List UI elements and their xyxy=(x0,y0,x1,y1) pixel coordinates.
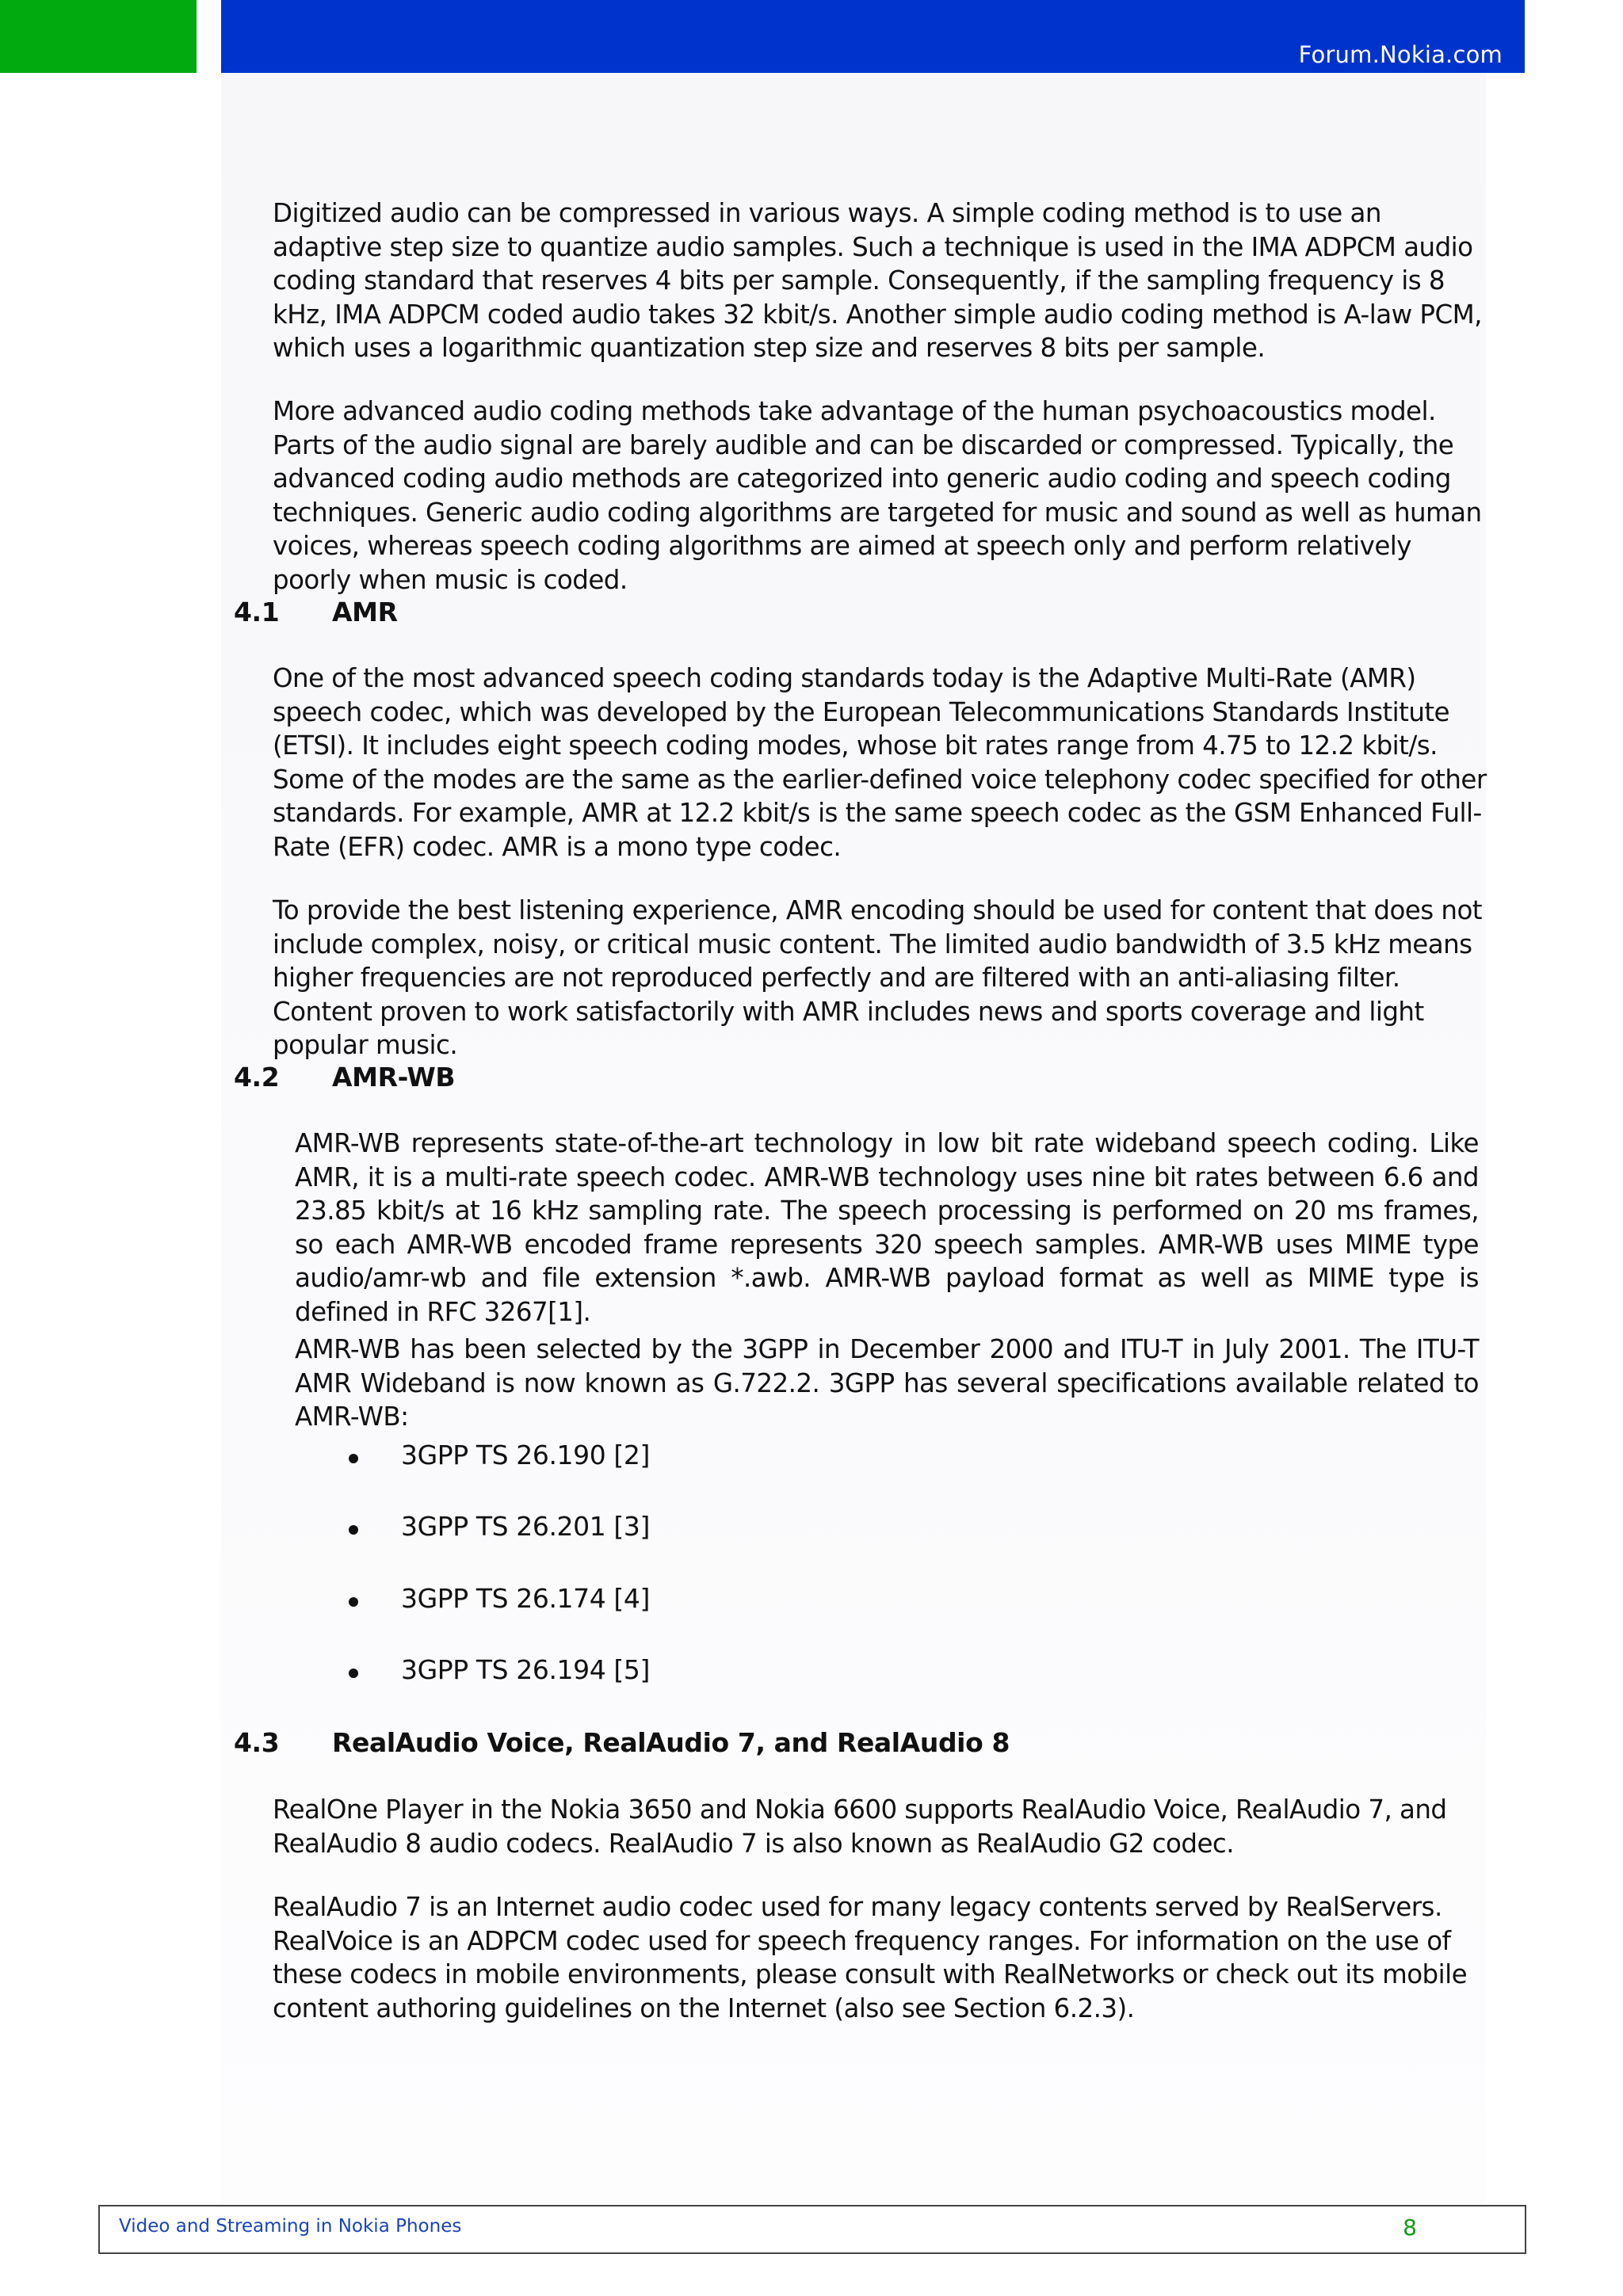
list-item-text: 3GPP TS 26.194 [5] xyxy=(401,1654,650,1685)
section-title: AMR-WB xyxy=(332,1062,456,1093)
header-blue-bar xyxy=(221,0,1525,73)
bullet-icon xyxy=(349,1454,358,1463)
realaudio-paragraph-1: RealOne Player in the Nokia 3650 and Nokia 6600 supports RealAudio Voice, RealAudio 7, and RealAudio 8 audio codecs. RealAudio 7 is also known as RealAudio G2 codec. xyxy=(273,1794,1447,1859)
amr-wb-paragraph-2: AMR-WB has been selected by the 3GPP in December 2000 and ITU-T in July 2001. The ITU-T AMR Wideband is now known as G.722.2. 3GPP has several specifications available related to AMR-WB: xyxy=(295,1334,1479,1432)
section-title: RealAudio Voice, RealAudio 7, and RealAudio 8 xyxy=(332,1727,1010,1758)
amr-paragraph-1: One of the most advanced speech coding standards today is the Adaptive Multi-Rate (AMR) speech codec, which was developed by the European Telecommunications Standards Institute (ETSI). It includes eight speech coding modes, whose bit rates range from 4.75 to 12.2 kbit/s. Some of the modes are the same as the earlier-defined voice telephony codec specified for other standards. For example, AMR at 12.2 kbit/s is the same speech codec as the GSM Enhanced Full-Rate (EFR) codec. AMR is a mono type codec. xyxy=(273,663,1487,862)
site-name: Forum.Nokia.com xyxy=(1298,41,1503,68)
realaudio-paragraph-2: RealAudio 7 is an Internet audio codec used for many legacy contents served by RealServers. RealVoice is an ADPCM codec used for speech frequency ranges. For information on the use of these codecs in mobile environments, please consult with RealNetworks or check out its mobile content authoring guidelines on the Internet (also see Section 6.2.3). xyxy=(273,1892,1468,2023)
footer-document-title: Video and Streaming in Nokia Phones xyxy=(119,2216,462,2237)
section-title: AMR xyxy=(332,597,398,627)
section-number: 4.1 xyxy=(234,597,280,627)
bullet-icon xyxy=(349,1525,358,1535)
page-footer xyxy=(98,2205,1526,2254)
list-item-text: 3GPP TS 26.190 [2] xyxy=(401,1440,650,1470)
bullet-icon xyxy=(349,1597,358,1607)
intro-paragraph-2: More advanced audio coding methods take advantage of the human psychoacoustics model. Parts of the audio signal are barely audible and can be discarded or compressed. Typically, the advanced coding audio methods are categorized into generic audio coding and speech coding techniques. Generic audio coding algorithms are targeted for music and sound as well as human voices, whereas speech coding algorithms are aimed at speech only and perform relatively poorly when music is coded. xyxy=(273,396,1482,595)
bullet-icon xyxy=(349,1669,358,1678)
section-heading-realaudio xyxy=(234,1727,1010,1758)
amr-wb-paragraph-1: AMR-WB represents state-of-the-art technology in low bit rate wideband speech coding. Like AMR, it is a multi-rate speech codec. AMR-WB technology uses nine bit rates between 6.6 and 23.85 kbit/s at 16 kHz sampling rate. The speech processing is performed on 20 ms frames, so each AMR-WB encoded frame represents 320 speech samples. AMR-WB uses MIME type audio/amr-wb and file extension *.awb. AMR-WB payload format as well as MIME type is defined in RFC 3267[1]. xyxy=(295,1128,1479,1327)
section-number: 4.3 xyxy=(234,1727,280,1758)
intro-paragraph-1: Digitized audio can be compressed in various ways. A simple coding method is to use an adaptive step size to quantize audio samples. Such a technique is used in the IMA ADPCM audio coding standard that reserves 4 bits per sample. Consequently, if the sampling frequency is 8 kHz, IMA ADPCM coded audio takes 32 kbit/s. Another simple audio coding method is A-law PCM, which uses a logarithmic quantization step size and reserves 8 bits per sample. xyxy=(273,198,1482,363)
list-item-text: 3GPP TS 26.201 [3] xyxy=(401,1511,650,1542)
section-heading-amr xyxy=(234,597,398,627)
list-item-text: 3GPP TS 26.174 [4] xyxy=(401,1583,650,1614)
page-number: 8 xyxy=(1403,2214,1417,2241)
section-heading-amr-wb xyxy=(234,1062,455,1093)
section-number: 4.2 xyxy=(234,1062,280,1093)
header-green-block xyxy=(0,0,197,73)
amr-paragraph-2: To provide the best listening experience, AMR encoding should be used for content that does not include complex, noisy, or critical music content. The limited audio bandwidth of 3.5 kHz means higher frequencies are not reproduced perfectly and are filtered with an anti-aliasing filter. Content proven to work satisfactorily with AMR includes news and sports coverage and light popular music. xyxy=(273,895,1482,1060)
